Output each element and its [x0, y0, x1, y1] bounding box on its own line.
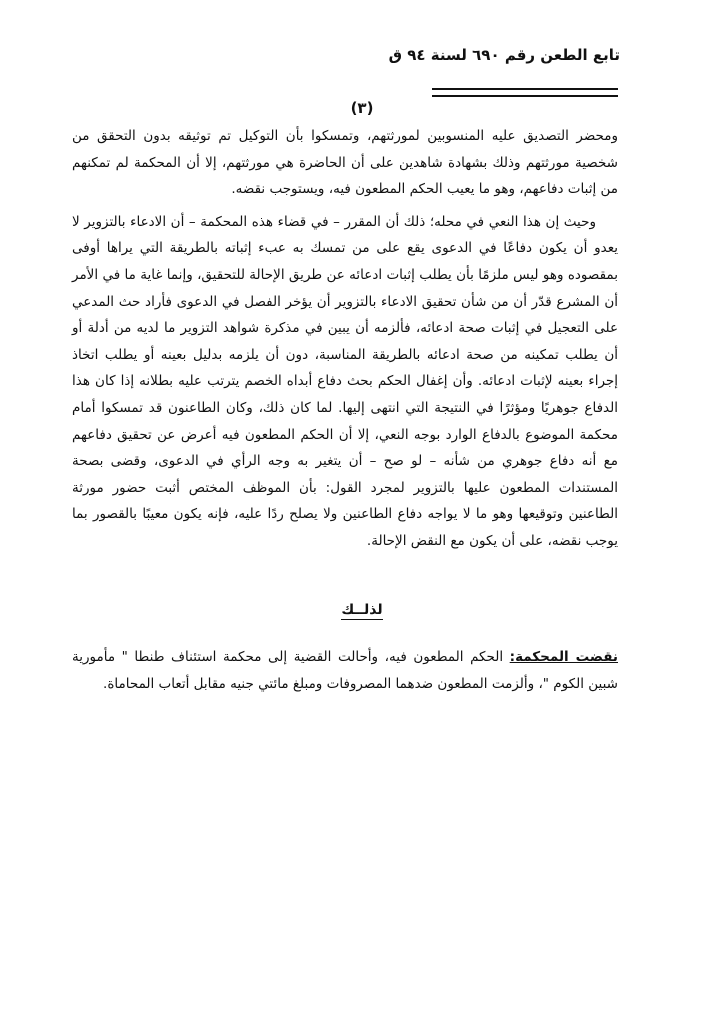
header-title: تابع الطعن رقم ٦٩٠ لسنة ٩٤ ق	[388, 46, 620, 64]
paragraph-continuation: ومحضر التصديق عليه المنسوبين لمورثتهم، وتمسكوا بأن التوكيل تم توثيقه بدون التحقق من شخصية مورثتهم وذلك بشهادة شاهدين على أن الحاضرة هي مورثتهم، إلا أن المحكمة لم تمكنهم من إثبات دفاعهم، وهو ما يعيب الحكم المطعون فيه، ويستوجب نقضه.	[72, 128, 618, 198]
paragraph-reasoning: وحيث إن هذا النعي في محله؛ ذلك أن المقرر – في قضاء هذه المحكمة – أن الادعاء بالتزوير لا يعدو أن يكون دفاعًا في الدعوى يقع على من تمسك به عبء إثباته بالطريقة التي يراها أوفى بمقصوده وهو ليس ملزمًا بأن يطلب إثبات ادعائه عن طريق الإحالة للتحقيق، وإنما غاية ما في الأمر أن المشرع قدّر أن من شأن تحقيق الادعاء بالتزوير أن يؤخر الفصل في الدعوى فأراد حث المدعي على التعجيل في إثبات صحة ادعائه، فألزمه أن يبين في مذكرة شواهد التزوير ما لديه من أدلة أو أن يطلب تمكينه من صحة ادعائه بالطريقة المناسبة، دون أن يلزمه بدليل بعينه أو يطلب اتخاذ إجراء بعينه لإثبات ادعائه. وأن إغفال الحكم بحث دفاع أبداه الخصم يترتب عليه بطلانه إذا كان هذا الدفاع جوهريًا ومؤثرًا في النتيجة التي انتهى إليها. لما كان ذلك، وكان الطاعنون قد تمسكوا أمام محكمة الموضوع بالدفاع الوارد بوجه النعي، إلا أن الحكم المطعون فيه أعرض عن تحقيق دفاعهم مع أنه دفاع جوهري من شأنه – لو صح – أن يتغير به وجه الرأي في الدعوى، وقضى بصحة المستندات المطعون عليها بالتزوير لمجرد القول: بأن الموظف المختص أثبت حضور مورثة الطاعنين وتوقيعها وهو ما لا يواجه دفاع الطاعنين ولا يصلح ردًا عليه، فإنه يكون معيبًا بالقصور بما يوجب نقضه، على أن يكون مع النقض الإحالة.	[72, 213, 618, 549]
ruling-text: الحكم المطعون فيه، وأحالت القضية إلى محكمة استئناف طنطا " مأمورية شبين الكوم "، وألزمت المطعون ضدهما المصروفات ومبلغ مائتي جنيه مقابل أتعاب المحاماة.	[72, 649, 618, 692]
page-number: (٣)	[350, 99, 374, 117]
section-heading-text: لذلــك	[341, 602, 383, 618]
header-double-rule	[432, 88, 618, 97]
section-heading	[0, 602, 724, 618]
ruling-paragraph	[72, 644, 618, 697]
judgment-body	[72, 123, 618, 555]
ruling-label: نقضت المحكمة:	[509, 649, 618, 665]
